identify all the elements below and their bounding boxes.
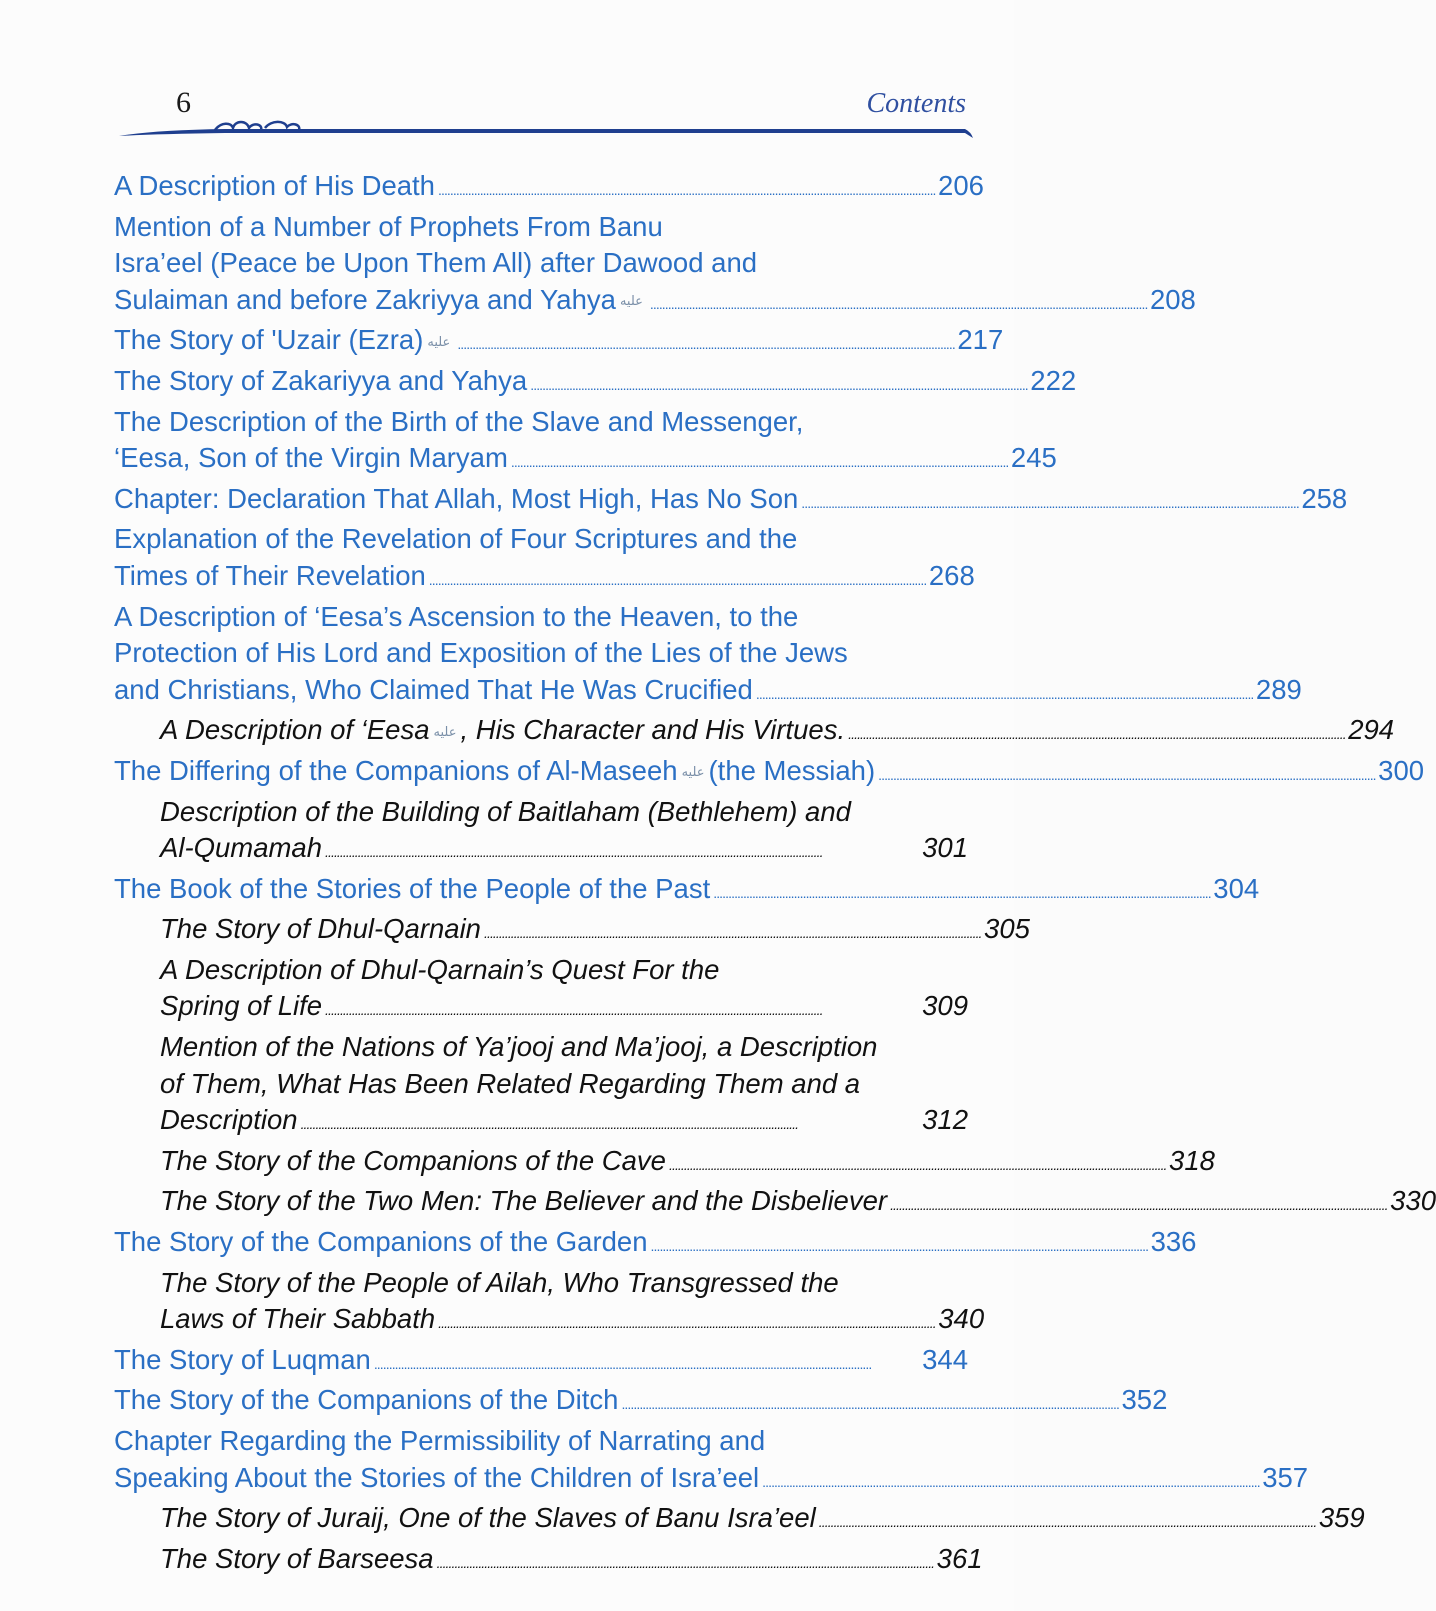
toc-entry-title-text: A Description of ‘Eesa bbox=[160, 714, 430, 746]
toc-subentry[interactable] bbox=[114, 1265, 985, 1342]
toc-entry-title bbox=[160, 1183, 887, 1220]
toc-entry-final-line bbox=[114, 1382, 1168, 1423]
toc-page-number: 206 bbox=[938, 170, 984, 201]
toc-entry-final-line bbox=[160, 911, 1030, 952]
dot-leader bbox=[325, 988, 918, 1029]
toc-entry-title bbox=[160, 911, 481, 948]
toc-entry-line: of Them, What Has Been Related Regarding Them and a bbox=[160, 1067, 861, 1099]
toc-entry-line: The Story of the People of Ailah, Who Transgressed the bbox=[160, 1266, 839, 1298]
toc-entry[interactable] bbox=[114, 168, 984, 209]
toc-entry-title-text: The Story of Juraij, One of the Slaves of Banu Isra’eel bbox=[160, 1502, 816, 1534]
toc-subentry[interactable] bbox=[114, 911, 1030, 952]
toc-entry-title bbox=[114, 1382, 618, 1419]
toc-subentry[interactable] bbox=[114, 1500, 1365, 1541]
toc-entry-final-line bbox=[114, 753, 1425, 794]
toc-entry-final-line bbox=[160, 988, 968, 1029]
dot-leader bbox=[457, 322, 953, 363]
dot-leader bbox=[756, 672, 1252, 713]
toc-entry-title-text: The Story of the Companions of the Cave bbox=[160, 1144, 666, 1176]
toc-entry-title-text: The Differing of the Companions of Al-Maseeh bbox=[114, 754, 678, 786]
toc-entry-line: Protection of His Lord and Exposition of the Lies of the Jews bbox=[114, 637, 848, 669]
toc-entry-final-line bbox=[160, 1301, 985, 1342]
toc-entry-final-line bbox=[114, 481, 1348, 522]
dot-leader bbox=[650, 282, 1146, 323]
toc-entry-final-line bbox=[114, 1342, 968, 1383]
toc-entry-line: A Description of ‘Eesa’s Ascension to the Heaven, to the bbox=[114, 600, 799, 632]
toc-entry-final-line bbox=[114, 282, 1196, 323]
running-head: Contents bbox=[866, 88, 966, 119]
dot-leader bbox=[713, 871, 1209, 912]
dot-leader bbox=[429, 558, 925, 599]
toc-entry-title bbox=[114, 1342, 371, 1379]
toc-entry-title-text: Spring of Life bbox=[160, 990, 323, 1022]
dot-leader bbox=[511, 440, 1007, 481]
toc-entry-title bbox=[114, 672, 753, 709]
dot-leader bbox=[621, 1382, 1117, 1423]
toc-entry-final-line bbox=[160, 712, 1395, 753]
toc-entry[interactable] bbox=[114, 1382, 1168, 1423]
toc-entry-title-text: The Story of Zakariyya and Yahya bbox=[114, 364, 528, 396]
toc-entry-title-text: Speaking About the Stories of the Children of Isra’eel bbox=[114, 1461, 760, 1493]
toc-entry-final-line bbox=[114, 168, 984, 209]
toc-entry-line: Chapter Regarding the Permissibility of Narrating and bbox=[114, 1425, 766, 1456]
toc-entry-title-text: The Story of Dhul-Qarnain bbox=[160, 913, 481, 945]
toc-entry[interactable] bbox=[114, 1342, 968, 1383]
toc-entry-title-suffix: (the Messiah) bbox=[708, 754, 876, 786]
toc-page-number: 361 bbox=[936, 1542, 983, 1574]
toc-entry-title-text: The Story of Barseesa bbox=[160, 1542, 434, 1574]
toc-entry-line: Explanation of the Revelation of Four Scriptures and the bbox=[114, 523, 798, 555]
toc-entry-title bbox=[160, 1500, 816, 1537]
dot-leader bbox=[878, 753, 1374, 794]
toc-entry-title bbox=[114, 282, 647, 320]
honorific-glyph-icon: عليه bbox=[433, 723, 457, 739]
toc-entry[interactable] bbox=[114, 521, 975, 598]
toc-entry[interactable] bbox=[114, 363, 1077, 404]
toc-page-number: 352 bbox=[1121, 1384, 1168, 1416]
toc-entry-line: Isra’eel (Peace be Upon Them All) after Dawood and bbox=[114, 247, 758, 279]
toc-entry-title-text: Times of Their Revelation bbox=[114, 559, 426, 591]
dot-leader bbox=[890, 1183, 1386, 1224]
toc-entry[interactable] bbox=[114, 599, 1302, 713]
honorific-glyph-icon: عليه bbox=[427, 333, 451, 349]
toc-page-number: 222 bbox=[1030, 364, 1077, 396]
toc-entry-final-line bbox=[160, 830, 968, 871]
toc-entry-title bbox=[114, 1224, 648, 1261]
toc-page-number: 258 bbox=[1301, 482, 1348, 514]
toc-entry-title-text: Chapter: Declaration That Allah, Most High, Has No Son bbox=[114, 482, 799, 514]
toc-page-number: 304 bbox=[1213, 872, 1260, 904]
toc-entry-title-text: The Story of 'Uzair (Ezra) bbox=[114, 324, 424, 356]
dot-leader bbox=[669, 1143, 1165, 1184]
toc-entry-final-line bbox=[114, 440, 1057, 481]
page-number: 6 bbox=[176, 86, 191, 119]
toc-page-number: 359 bbox=[1318, 1502, 1365, 1534]
toc-page-number: 289 bbox=[1255, 673, 1302, 705]
toc-entry[interactable] bbox=[114, 481, 1348, 522]
toc-entry-final-line bbox=[114, 672, 1302, 713]
dot-leader bbox=[301, 1102, 919, 1143]
toc-entry-final-line bbox=[114, 871, 1260, 912]
toc-entry-title bbox=[114, 558, 426, 595]
toc-entry[interactable] bbox=[114, 1224, 1197, 1265]
toc-subentry[interactable] bbox=[114, 712, 1395, 753]
toc-subentry[interactable] bbox=[114, 952, 968, 1029]
toc-entry-final-line bbox=[114, 363, 1077, 404]
toc-page-number: 309 bbox=[922, 990, 968, 1022]
toc-page-number: 305 bbox=[984, 913, 1030, 945]
toc-subentry[interactable] bbox=[114, 1143, 1215, 1184]
toc-entry-title bbox=[160, 1143, 666, 1180]
toc-entry-title-text: The Book of the Stories of the People of the Past bbox=[114, 872, 711, 904]
dot-leader bbox=[438, 1301, 934, 1342]
dot-leader bbox=[848, 712, 1344, 753]
toc-page-number: 268 bbox=[928, 559, 975, 591]
toc-entry-final-line bbox=[160, 1541, 983, 1582]
dot-leader bbox=[437, 1541, 933, 1582]
toc-page-number: 217 bbox=[957, 324, 1004, 356]
toc-entry-final-line bbox=[114, 558, 975, 599]
toc-entry[interactable] bbox=[114, 1423, 1309, 1500]
toc-entry[interactable] bbox=[114, 753, 1425, 794]
dot-leader bbox=[484, 911, 980, 952]
toc-entry-title bbox=[114, 1460, 759, 1497]
toc-page-number: 301 bbox=[922, 832, 968, 864]
toc-page-number: 294 bbox=[1348, 714, 1395, 746]
toc-entry-title bbox=[160, 1541, 434, 1578]
toc-entry-title-text: The Story of Luqman bbox=[114, 1343, 371, 1375]
toc-entry-title-text: The Story of the Companions of the Garden bbox=[114, 1226, 648, 1258]
toc-entry-title bbox=[114, 168, 435, 205]
table-of-contents bbox=[114, 168, 1436, 1581]
honorific-glyph-icon: عليه bbox=[681, 764, 705, 780]
toc-entry-title-text: Description bbox=[160, 1104, 298, 1136]
toc-entry-title bbox=[114, 363, 527, 400]
dot-leader bbox=[819, 1500, 1315, 1541]
toc-entry[interactable] bbox=[114, 209, 1196, 323]
toc-entry-title bbox=[160, 1301, 435, 1338]
toc-entry-title-text: Laws of Their Sabbath bbox=[160, 1303, 436, 1335]
toc-entry-title bbox=[160, 988, 322, 1025]
toc-subentry[interactable] bbox=[114, 1183, 1436, 1224]
toc-entry-title-text: Sulaiman and before Zakriyya and Yahya bbox=[114, 283, 616, 315]
toc-subentry[interactable] bbox=[114, 794, 968, 871]
toc-entry-title-text: Al-Qumamah bbox=[160, 832, 322, 864]
toc-entry-final-line bbox=[160, 1143, 1215, 1184]
toc-entry-final-line bbox=[114, 1460, 1309, 1501]
toc-page-number: 357 bbox=[1262, 1461, 1309, 1493]
toc-entry-title-text: ‘Eesa, Son of the Virgin Maryam bbox=[114, 442, 508, 474]
toc-entry-line: Mention of the Nations of Ya’jooj and Ma’jooj, a Description bbox=[160, 1031, 878, 1063]
toc-entry-title bbox=[160, 830, 322, 867]
dot-leader bbox=[762, 1460, 1258, 1501]
toc-entry-final-line bbox=[160, 1500, 1365, 1541]
toc-page-number: 318 bbox=[1169, 1144, 1215, 1176]
toc-entry-line: Description of the Building of Baitlaham (Bethlehem) and bbox=[160, 795, 851, 827]
honorific-glyph-icon: عليه bbox=[619, 293, 643, 309]
toc-entry-title-suffix: , His Character and His Virtues. bbox=[460, 714, 846, 746]
toc-subentry[interactable] bbox=[114, 1541, 983, 1582]
toc-entry-title bbox=[114, 753, 875, 791]
toc-entry-final-line bbox=[114, 1224, 1197, 1265]
toc-entry-title bbox=[114, 440, 508, 477]
dot-leader bbox=[651, 1224, 1147, 1265]
toc-entry-final-line bbox=[160, 1183, 1436, 1224]
ornamental-rule bbox=[115, 116, 975, 146]
toc-entry[interactable] bbox=[114, 404, 1057, 481]
toc-page-number: 340 bbox=[938, 1303, 985, 1335]
toc-entry-title-text: and Christians, Who Claimed That He Was Crucified bbox=[114, 673, 753, 705]
toc-page-number: 330 bbox=[1390, 1185, 1436, 1217]
toc-entry-title bbox=[160, 712, 845, 750]
toc-entry-title-text: The Story of the Two Men: The Believer and the Disbeliever bbox=[160, 1185, 888, 1217]
toc-entry[interactable] bbox=[114, 871, 1260, 912]
dot-leader bbox=[438, 168, 934, 209]
toc-page-number: 336 bbox=[1150, 1226, 1197, 1258]
toc-page-number: 312 bbox=[922, 1104, 968, 1136]
toc-page-number: 245 bbox=[1010, 442, 1057, 474]
toc-entry-title bbox=[114, 871, 710, 908]
toc-page-number: 300 bbox=[1378, 754, 1425, 786]
toc-entry[interactable] bbox=[114, 322, 1004, 363]
dot-leader bbox=[530, 363, 1026, 404]
dot-leader bbox=[801, 481, 1297, 522]
toc-page-number: 208 bbox=[1149, 283, 1196, 315]
toc-page-number: 344 bbox=[922, 1343, 968, 1375]
toc-entry-title-text: A Description of His Death bbox=[114, 170, 435, 201]
toc-entry-title bbox=[114, 322, 454, 360]
dot-leader bbox=[374, 1342, 918, 1383]
toc-entry-final-line bbox=[160, 1102, 968, 1143]
toc-entry-title bbox=[160, 1102, 298, 1139]
toc-subentry[interactable] bbox=[114, 1029, 968, 1143]
toc-entry-title bbox=[114, 481, 798, 518]
toc-entry-final-line bbox=[114, 322, 1004, 363]
toc-entry-title-text: The Story of the Companions of the Ditch bbox=[114, 1384, 619, 1416]
toc-entry-line: Mention of a Number of Prophets From Banu bbox=[114, 210, 663, 242]
toc-entry-line: The Description of the Birth of the Slave and Messenger, bbox=[114, 405, 804, 437]
dot-leader bbox=[325, 830, 918, 871]
toc-entry-line: A Description of Dhul-Qarnain’s Quest For the bbox=[160, 953, 720, 985]
